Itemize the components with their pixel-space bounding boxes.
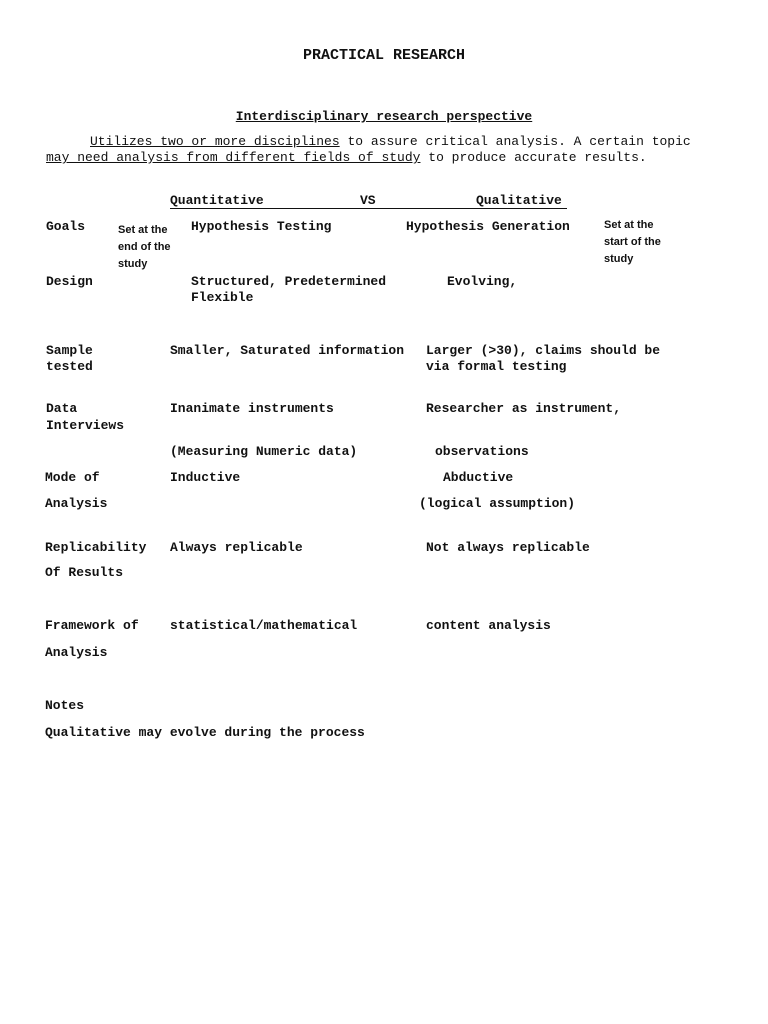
sample-qual-line2: via formal testing <box>426 359 567 374</box>
row-label-replicability-1: Replicability <box>45 540 147 555</box>
header-quantitative: Quantitative <box>170 193 264 208</box>
row-label-replicability-2: Of Results <box>45 565 124 580</box>
replicability-quant: Always replicable <box>170 540 303 555</box>
notes-text: Qualitative may evolve during the process <box>45 725 365 740</box>
row-label-goals: Goals <box>46 219 86 234</box>
header-qualitative: Qualitative <box>476 193 562 208</box>
intro-underlined-2: may need analysis from different fields of study <box>46 150 421 165</box>
page-title: PRACTICAL RESEARCH <box>302 47 466 64</box>
note-end-of-study: Set at the end of the study <box>118 224 171 270</box>
notes-heading: Notes <box>45 698 85 713</box>
goals-qual: Hypothesis Generation <box>406 219 570 234</box>
mode-qual-line2: (logical assumption) <box>419 496 576 511</box>
data-qual-line1: Researcher as instrument, <box>426 401 622 416</box>
header-underline <box>170 208 567 209</box>
framework-qual: content analysis <box>426 618 551 633</box>
section-subtitle: Interdisciplinary research perspective <box>235 109 533 124</box>
data-quant-line2: (Measuring Numeric data) <box>170 444 358 459</box>
row-label-framework-2: Analysis <box>45 645 108 660</box>
header-vs: VS <box>360 193 376 208</box>
intro-text-2: to produce accurate results. <box>420 150 647 165</box>
intro-underlined-1: Utilizes two or more disciplines <box>90 134 340 149</box>
row-label-mode-2: Analysis <box>45 496 108 511</box>
sample-qual-line1: Larger (>30), claims should be <box>426 343 661 358</box>
intro-text-1: to assure critical analysis. A certain topic <box>339 134 691 149</box>
row-label-data-1: Data <box>46 401 78 416</box>
goals-quant: Hypothesis Testing <box>191 219 332 234</box>
intro-paragraph <box>46 134 696 166</box>
data-qual-line2: observations <box>435 444 529 459</box>
design-quant-line2: Flexible <box>191 290 254 305</box>
row-label-mode-1: Mode of <box>45 470 100 485</box>
design-quant-line1: Structured, Predetermined <box>191 274 387 289</box>
note-start-of-study: Set at the start of the study <box>604 219 661 265</box>
design-qual: Evolving, <box>447 274 518 289</box>
data-quant-line1: Inanimate instruments <box>170 401 334 416</box>
replicability-qual: Not always replicable <box>426 540 590 555</box>
mode-qual-line1: Abductive <box>443 470 514 485</box>
row-label-framework-1: Framework of <box>45 618 139 633</box>
sample-quant: Smaller, Saturated information <box>170 343 405 358</box>
row-label-sample-1: Sample <box>46 343 93 358</box>
mode-quant: Inductive <box>170 470 241 485</box>
framework-quant: statistical/mathematical <box>170 618 358 633</box>
row-label-design: Design <box>46 274 93 289</box>
row-label-sample-2: tested <box>46 359 93 374</box>
row-label-data-2: Interviews <box>46 418 125 433</box>
